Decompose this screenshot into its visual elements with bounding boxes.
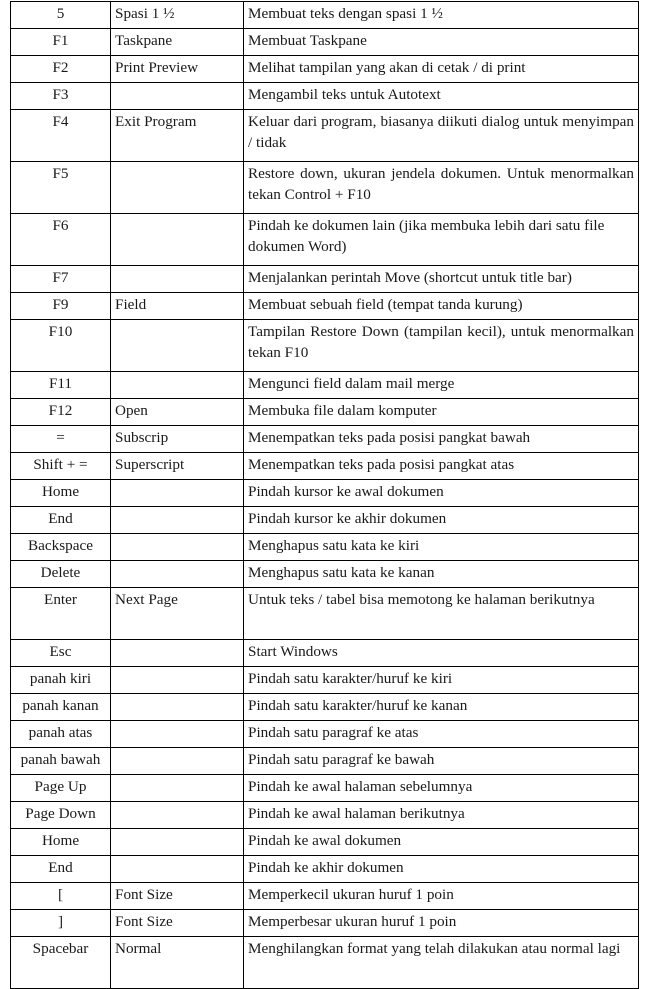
shortcut-description-cell: Pindah satu karakter/huruf ke kiri <box>244 667 639 694</box>
shortcut-description-cell: Pindah ke awal dokumen <box>244 829 639 856</box>
shortcut-key-cell: F6 <box>11 214 111 266</box>
shortcut-command-cell <box>111 480 244 507</box>
shortcut-command-cell <box>111 214 244 266</box>
shortcut-description-cell: Membuat teks dengan spasi 1 ½ <box>244 2 639 29</box>
shortcut-description-cell: Untuk teks / tabel bisa memotong ke halaman berikutnya <box>244 588 639 640</box>
table-row <box>11 775 639 802</box>
table-row <box>11 748 639 775</box>
table-row <box>11 162 639 214</box>
table-row <box>11 667 639 694</box>
shortcut-description-cell: Menempatkan teks pada posisi pangkat bawah <box>244 426 639 453</box>
shortcut-description-cell: Menghapus satu kata ke kiri <box>244 534 639 561</box>
table-row <box>11 937 639 989</box>
shortcut-key-cell: panah bawah <box>11 748 111 775</box>
table-row <box>11 372 639 399</box>
shortcut-key-cell: Spacebar <box>11 937 111 989</box>
shortcut-description-cell: Tampilan Restore Down (tampilan kecil), untuk menormalkan tekan F10 <box>244 320 639 372</box>
shortcut-command-cell: Subscrip <box>111 426 244 453</box>
shortcut-command-cell <box>111 856 244 883</box>
shortcut-command-cell <box>111 372 244 399</box>
shortcut-reference-table <box>10 1 639 989</box>
shortcut-command-cell <box>111 83 244 110</box>
shortcut-key-cell: panah kiri <box>11 667 111 694</box>
shortcut-key-cell: F5 <box>11 162 111 214</box>
table-row <box>11 399 639 426</box>
table-row <box>11 534 639 561</box>
table-row <box>11 293 639 320</box>
shortcut-description-cell: Melihat tampilan yang akan di cetak / di print <box>244 56 639 83</box>
shortcut-command-cell: Print Preview <box>111 56 244 83</box>
table-row <box>11 214 639 266</box>
shortcut-command-cell <box>111 162 244 214</box>
shortcut-command-cell <box>111 534 244 561</box>
shortcut-command-cell <box>111 561 244 588</box>
shortcut-command-cell: Open <box>111 399 244 426</box>
table-row <box>11 694 639 721</box>
shortcut-key-cell: Backspace <box>11 534 111 561</box>
table-row <box>11 426 639 453</box>
shortcut-command-cell <box>111 320 244 372</box>
shortcut-description-cell: Keluar dari program, biasanya diikuti dialog untuk menyimpan / tidak <box>244 110 639 162</box>
shortcut-key-cell: Enter <box>11 588 111 640</box>
shortcut-key-cell: [ <box>11 883 111 910</box>
table-row <box>11 320 639 372</box>
shortcut-description-cell: Pindah ke awal halaman berikutnya <box>244 802 639 829</box>
table-row <box>11 561 639 588</box>
shortcut-description-cell: Memperbesar ukuran huruf 1 poin <box>244 910 639 937</box>
shortcut-key-cell: End <box>11 856 111 883</box>
shortcut-description-cell: Membuka file dalam komputer <box>244 399 639 426</box>
shortcut-command-cell <box>111 266 244 293</box>
shortcut-key-cell: Page Up <box>11 775 111 802</box>
shortcut-command-cell <box>111 667 244 694</box>
table-row <box>11 453 639 480</box>
shortcut-key-cell: Shift + = <box>11 453 111 480</box>
shortcut-key-cell: Delete <box>11 561 111 588</box>
shortcut-command-cell <box>111 829 244 856</box>
table-row <box>11 910 639 937</box>
shortcut-key-cell: = <box>11 426 111 453</box>
shortcut-description-cell: Pindah satu paragraf ke atas <box>244 721 639 748</box>
shortcut-description-cell: Menghapus satu kata ke kanan <box>244 561 639 588</box>
shortcut-command-cell: Next Page <box>111 588 244 640</box>
shortcut-key-cell: Page Down <box>11 802 111 829</box>
shortcut-command-cell <box>111 748 244 775</box>
table-row <box>11 640 639 667</box>
shortcut-command-cell: Superscript <box>111 453 244 480</box>
shortcut-description-cell: Restore down, ukuran jendela dokumen. Untuk menormalkan tekan Control + F10 <box>244 162 639 214</box>
shortcut-description-cell: Membuat Taskpane <box>244 29 639 56</box>
shortcut-command-cell: Normal <box>111 937 244 989</box>
table-row <box>11 883 639 910</box>
shortcut-key-cell: End <box>11 507 111 534</box>
shortcut-key-cell: panah atas <box>11 721 111 748</box>
table-row <box>11 802 639 829</box>
table-row <box>11 266 639 293</box>
table-row <box>11 110 639 162</box>
table-row <box>11 507 639 534</box>
shortcut-key-cell: Esc <box>11 640 111 667</box>
shortcut-description-cell: Pindah kursor ke awal dokumen <box>244 480 639 507</box>
table-row <box>11 721 639 748</box>
shortcut-key-cell: F7 <box>11 266 111 293</box>
shortcut-key-cell: F3 <box>11 83 111 110</box>
shortcut-description-cell: Mengambil teks untuk Autotext <box>244 83 639 110</box>
table-row <box>11 829 639 856</box>
shortcut-key-cell: F1 <box>11 29 111 56</box>
shortcut-description-cell: Pindah ke akhir dokumen <box>244 856 639 883</box>
shortcut-key-cell: F2 <box>11 56 111 83</box>
shortcut-command-cell <box>111 507 244 534</box>
shortcut-command-cell <box>111 802 244 829</box>
shortcut-description-cell: Membuat sebuah field (tempat tanda kurung) <box>244 293 639 320</box>
shortcut-command-cell <box>111 694 244 721</box>
table-row <box>11 2 639 29</box>
table-row <box>11 29 639 56</box>
shortcut-key-cell: F4 <box>11 110 111 162</box>
shortcut-description-cell: Pindah ke dokumen lain (jika membuka lebih dari satu file dokumen Word) <box>244 214 639 266</box>
shortcut-description-cell: Pindah kursor ke akhir dokumen <box>244 507 639 534</box>
shortcut-key-cell: F9 <box>11 293 111 320</box>
shortcut-key-cell: ] <box>11 910 111 937</box>
shortcut-description-cell: Menjalankan perintah Move (shortcut untuk title bar) <box>244 266 639 293</box>
shortcut-command-cell: Exit Program <box>111 110 244 162</box>
table-row <box>11 856 639 883</box>
shortcut-command-cell: Spasi 1 ½ <box>111 2 244 29</box>
shortcut-command-cell: Taskpane <box>111 29 244 56</box>
shortcut-description-cell: Pindah satu paragraf ke bawah <box>244 748 639 775</box>
shortcut-key-cell: Home <box>11 829 111 856</box>
shortcut-command-cell <box>111 775 244 802</box>
shortcut-command-cell: Font Size <box>111 910 244 937</box>
shortcut-command-cell: Font Size <box>111 883 244 910</box>
shortcut-description-cell: Menempatkan teks pada posisi pangkat atas <box>244 453 639 480</box>
shortcut-description-cell: Menghilangkan format yang telah dilakukan atau normal lagi <box>244 937 639 989</box>
shortcut-command-cell: Field <box>111 293 244 320</box>
table-row <box>11 588 639 640</box>
shortcut-description-cell: Pindah satu karakter/huruf ke kanan <box>244 694 639 721</box>
shortcut-table-body <box>11 2 639 989</box>
shortcut-key-cell: panah kanan <box>11 694 111 721</box>
table-row <box>11 83 639 110</box>
shortcut-command-cell <box>111 640 244 667</box>
shortcut-description-cell: Pindah ke awal halaman sebelumnya <box>244 775 639 802</box>
shortcut-command-cell <box>111 721 244 748</box>
shortcut-key-cell: F10 <box>11 320 111 372</box>
shortcut-key-cell: 5 <box>11 2 111 29</box>
shortcut-key-cell: F12 <box>11 399 111 426</box>
shortcut-description-cell: Mengunci field dalam mail merge <box>244 372 639 399</box>
shortcut-description-cell: Start Windows <box>244 640 639 667</box>
table-row <box>11 480 639 507</box>
table-row <box>11 56 639 83</box>
shortcut-key-cell: F11 <box>11 372 111 399</box>
shortcut-key-cell: Home <box>11 480 111 507</box>
shortcut-description-cell: Memperkecil ukuran huruf 1 poin <box>244 883 639 910</box>
